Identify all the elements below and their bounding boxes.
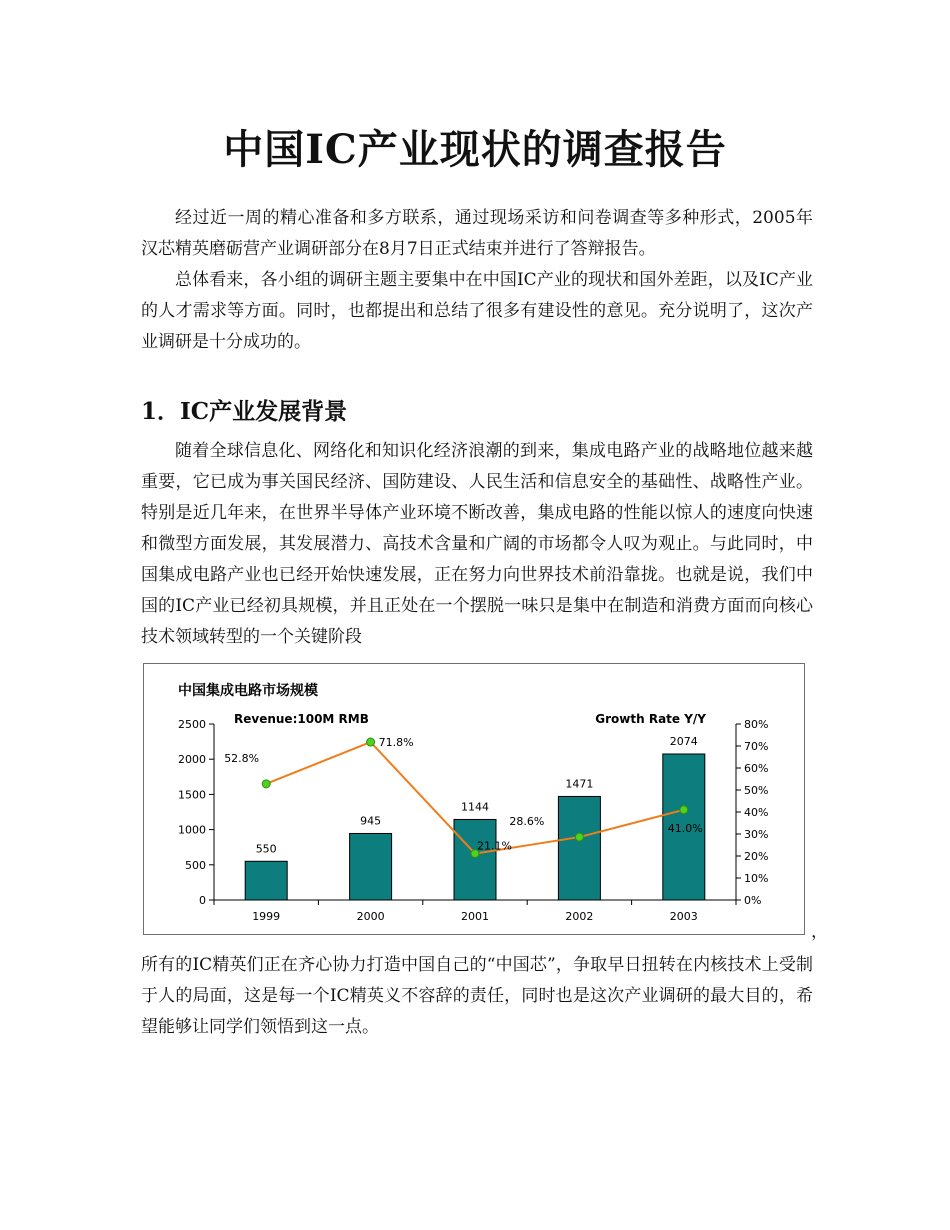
left-tick-label: 500 bbox=[185, 858, 206, 872]
chart-title: 中国集成电路市场规模 bbox=[178, 683, 318, 699]
revenue-bar bbox=[350, 833, 392, 900]
bar-data-label: 2074 bbox=[669, 734, 698, 748]
intro-paragraph-1: 经过近一周的精心准备和多方联系，通过现场采访和问卷调查等多种形式，2005年汉芯精英磨砺营产业调研部分在8月7日正式结束并进行了答辩报告。 bbox=[141, 208, 813, 259]
bar-data-label: 550 bbox=[255, 842, 277, 856]
growth-data-label: 21.1% bbox=[477, 839, 512, 853]
growth-data-label: 28.6% bbox=[509, 815, 545, 829]
chart-canvas bbox=[144, 664, 804, 934]
page-title: 中国IC产业现状的调查报告 bbox=[223, 126, 727, 173]
growth-data-label: 41.0% bbox=[667, 821, 703, 835]
bar-data-label: 945 bbox=[360, 814, 382, 828]
growth-data-label: 71.8% bbox=[378, 736, 414, 750]
intro-section bbox=[141, 203, 813, 358]
market-size-chart bbox=[143, 663, 805, 935]
right-tick-label: 40% bbox=[744, 806, 769, 819]
growth-rate-point bbox=[367, 738, 375, 746]
revenue-bar bbox=[454, 819, 496, 900]
trailing-comma: ， bbox=[811, 922, 828, 942]
chart-plot-area bbox=[178, 718, 768, 923]
right-axis-label: Growth Rate Y/Y bbox=[595, 712, 706, 726]
right-tick-label: 70% bbox=[744, 740, 769, 753]
growth-data-label: 52.8% bbox=[224, 751, 260, 765]
revenue-bar bbox=[245, 861, 287, 900]
right-tick-label: 20% bbox=[744, 850, 769, 863]
right-tick-label: 80% bbox=[744, 718, 769, 731]
revenue-bar bbox=[558, 796, 600, 900]
right-tick-label: 10% bbox=[744, 872, 769, 885]
x-tick-label: 2001 bbox=[461, 910, 489, 923]
right-tick-label: 50% bbox=[744, 784, 769, 797]
left-tick-label: 1500 bbox=[178, 788, 206, 802]
growth-rate-point bbox=[262, 780, 270, 788]
intro-paragraph-2: 总体看来，各小组的调研主题主要集中在中国IC产业的现状和国外差距，以及IC产业的人才需求等方面。同时，也都提出和总结了很多有建设性的意见。充分说明了，这次产业调研是十分成功的。 bbox=[141, 270, 813, 352]
growth-rate-point bbox=[680, 806, 688, 814]
left-tick-label: 1000 bbox=[178, 823, 206, 837]
x-tick-label: 1999 bbox=[252, 910, 281, 923]
right-tick-label: 60% bbox=[744, 762, 769, 775]
left-tick-label: 2000 bbox=[178, 753, 206, 767]
right-tick-label: 0% bbox=[744, 894, 762, 907]
section-paragraph: 随着全球信息化、网络化和知识化经济浪潮的到来，集成电路产业的战略地位越来越重要，它已成为事关国民经济、国防建设、人民生活和信息安全的基础性、战略性产业。特别是近几年来，在世界半导体产业环境不断改善，集成电路的性能以惊人的速度向快速和微型方面发展，其发展潜力、高技术含量和广阔的市场都令人叹为观止。与此同时，中国集成电路产业也已经开始快速发展，正在努力向世界技术前沿靠拢。也就是说，我们中国的IC产业已经初具规模，并且正处在一个摆脱一味只是集中在制造和消费方面而向核心技术领域转型的一个关键阶段 bbox=[141, 441, 813, 647]
bar-data-label: 1144 bbox=[461, 800, 489, 814]
left-tick-label: 0 bbox=[199, 894, 206, 907]
section-body bbox=[141, 436, 813, 653]
closing-paragraph: 所有的IC精英们正在齐心协力打造中国自己的“中国芯”，争取早日扭转在内核技术上受制于人的局面，这是每一个IC精英义不容辞的责任，同时也是这次产业调研的最大目的，希望能够让同学们领悟到这一点。 bbox=[141, 955, 813, 1037]
x-tick-label: 2003 bbox=[669, 910, 698, 923]
left-axis-label: Revenue:100M RMB bbox=[234, 712, 369, 726]
bar-data-label: 1471 bbox=[565, 777, 594, 791]
x-tick-label: 2002 bbox=[565, 910, 594, 923]
x-tick-label: 2000 bbox=[356, 910, 385, 923]
section-heading: 1．IC产业发展背景 bbox=[141, 398, 348, 425]
closing-section bbox=[141, 950, 813, 1043]
left-tick-label: 2500 bbox=[178, 718, 206, 731]
growth-rate-point bbox=[575, 833, 583, 841]
right-tick-label: 30% bbox=[744, 828, 769, 841]
